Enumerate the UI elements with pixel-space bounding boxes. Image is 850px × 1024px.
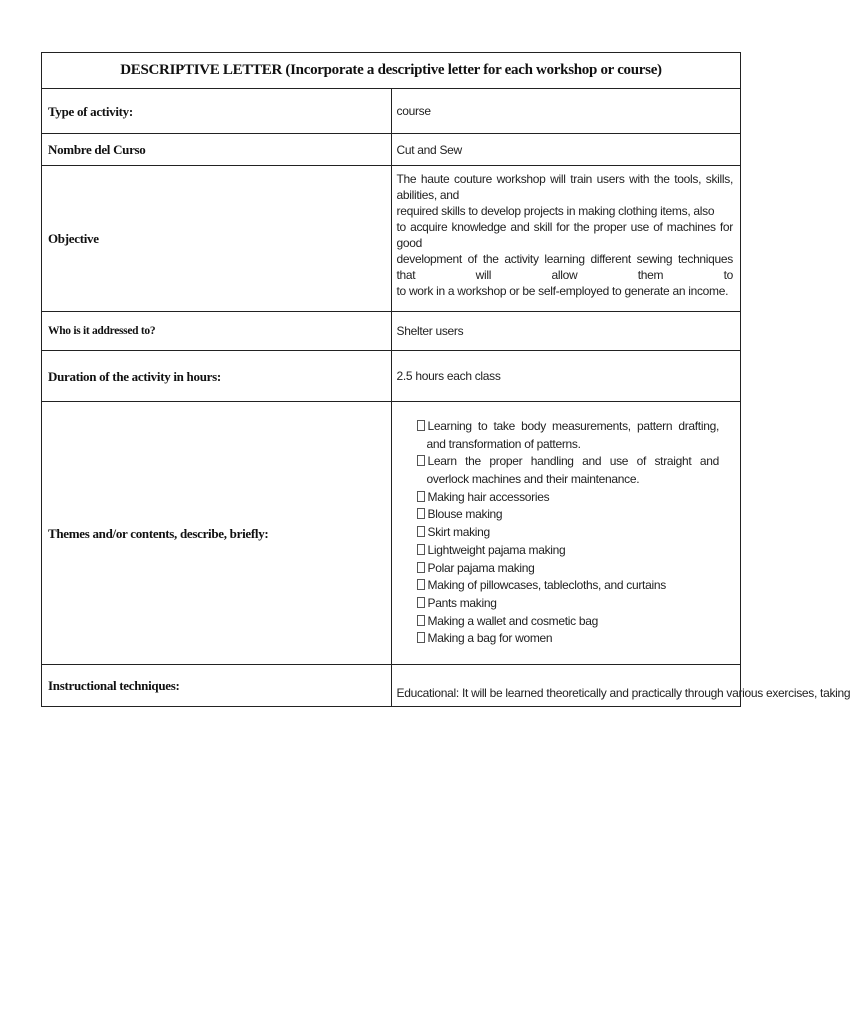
- objective-text: [397, 171, 734, 299]
- course-name-row: [42, 134, 741, 166]
- type-of-activity-row: [42, 89, 741, 134]
- duration-label: Duration of the activity in hours:: [42, 351, 392, 402]
- checkbox-glyph-icon: [417, 526, 425, 537]
- list-item: [417, 453, 720, 488]
- instructional-row: [42, 665, 741, 707]
- objective-value: [391, 166, 741, 312]
- checkbox-glyph-icon: [417, 562, 425, 573]
- checkbox-glyph-icon: [417, 597, 425, 608]
- list-item-text: Making of pillowcases, tablecloths, and curtains: [427, 578, 666, 593]
- list-item: [417, 542, 720, 560]
- list-item: [417, 595, 720, 613]
- instructional-value: Educational: It will be learned theoretically and practically through various exercises, taking: [391, 665, 741, 707]
- checkbox-glyph-icon: [417, 632, 425, 643]
- list-item-text: Pants making: [427, 595, 497, 610]
- title-row: [42, 53, 741, 89]
- checkbox-glyph-icon: [417, 420, 425, 431]
- list-item: [417, 489, 720, 507]
- descriptive-letter-table: [41, 52, 850, 707]
- checkbox-glyph-icon: [417, 491, 425, 502]
- themes-label: Themes and/or contents, describe, briefly:: [42, 402, 392, 665]
- objective-line: development of the activity learning different sewing techniques that will allow them to: [396, 251, 733, 282]
- objective-line: The haute couture workshop will train users with the tools, skills, abilities, and: [396, 171, 733, 202]
- list-item-text: Polar pajama making: [427, 560, 535, 575]
- list-item-text: Learn the proper handling and use of straight and overlock machines and their maintenance.: [426, 454, 719, 487]
- list-item-text: Blouse making: [427, 507, 503, 522]
- objective-label: Objective: [42, 166, 392, 312]
- themes-row: [42, 402, 741, 665]
- table-title: DESCRIPTIVE LETTER (Incorporate a descriptive letter for each workshop or course): [42, 53, 741, 89]
- checkbox-glyph-icon: [417, 615, 425, 626]
- checkbox-glyph-icon: [417, 544, 425, 555]
- list-item-text: Lightweight pajama making: [427, 542, 566, 557]
- list-item: [417, 577, 720, 595]
- checkbox-glyph-icon: [417, 508, 425, 519]
- duration-value: 2.5 hours each class: [391, 351, 741, 402]
- objective-line: to work in a workshop or be self-employed to generate an income.: [396, 283, 729, 298]
- instructional-label: Instructional techniques:: [42, 665, 392, 707]
- addressed-to-label: Who is it addressed to?: [42, 312, 392, 351]
- themes-list: [397, 418, 734, 648]
- checkbox-glyph-icon: [417, 455, 425, 466]
- list-item-text: Learning to take body measurements, pattern drafting, and transformation of patterns.: [426, 418, 719, 451]
- duration-row: [42, 351, 741, 402]
- list-item-text: Making a wallet and cosmetic bag: [427, 613, 598, 628]
- type-of-activity-value: course: [391, 89, 741, 134]
- list-item: [417, 524, 720, 542]
- objective-row: [42, 166, 741, 312]
- course-name-label: Nombre del Curso: [42, 134, 392, 166]
- checkbox-glyph-icon: [417, 579, 425, 590]
- list-item-text: Making a bag for women: [427, 631, 553, 646]
- list-item: [417, 560, 720, 578]
- addressed-to-row: [42, 312, 741, 351]
- list-item: [417, 506, 720, 524]
- objective-line: to acquire knowledge and skill for the proper use of machines for good: [396, 219, 733, 250]
- list-item: [417, 418, 720, 453]
- objective-line: required skills to develop projects in making clothing items, also: [396, 203, 715, 218]
- addressed-to-value: Shelter users: [391, 312, 741, 351]
- themes-value: [391, 402, 741, 665]
- course-name-value: Cut and Sew: [391, 134, 741, 166]
- list-item-text: Skirt making: [427, 525, 490, 540]
- type-of-activity-label: Type of activity:: [42, 89, 392, 134]
- list-item: [417, 630, 720, 648]
- list-item-text: Making hair accessories: [427, 489, 550, 504]
- list-item: [417, 613, 720, 631]
